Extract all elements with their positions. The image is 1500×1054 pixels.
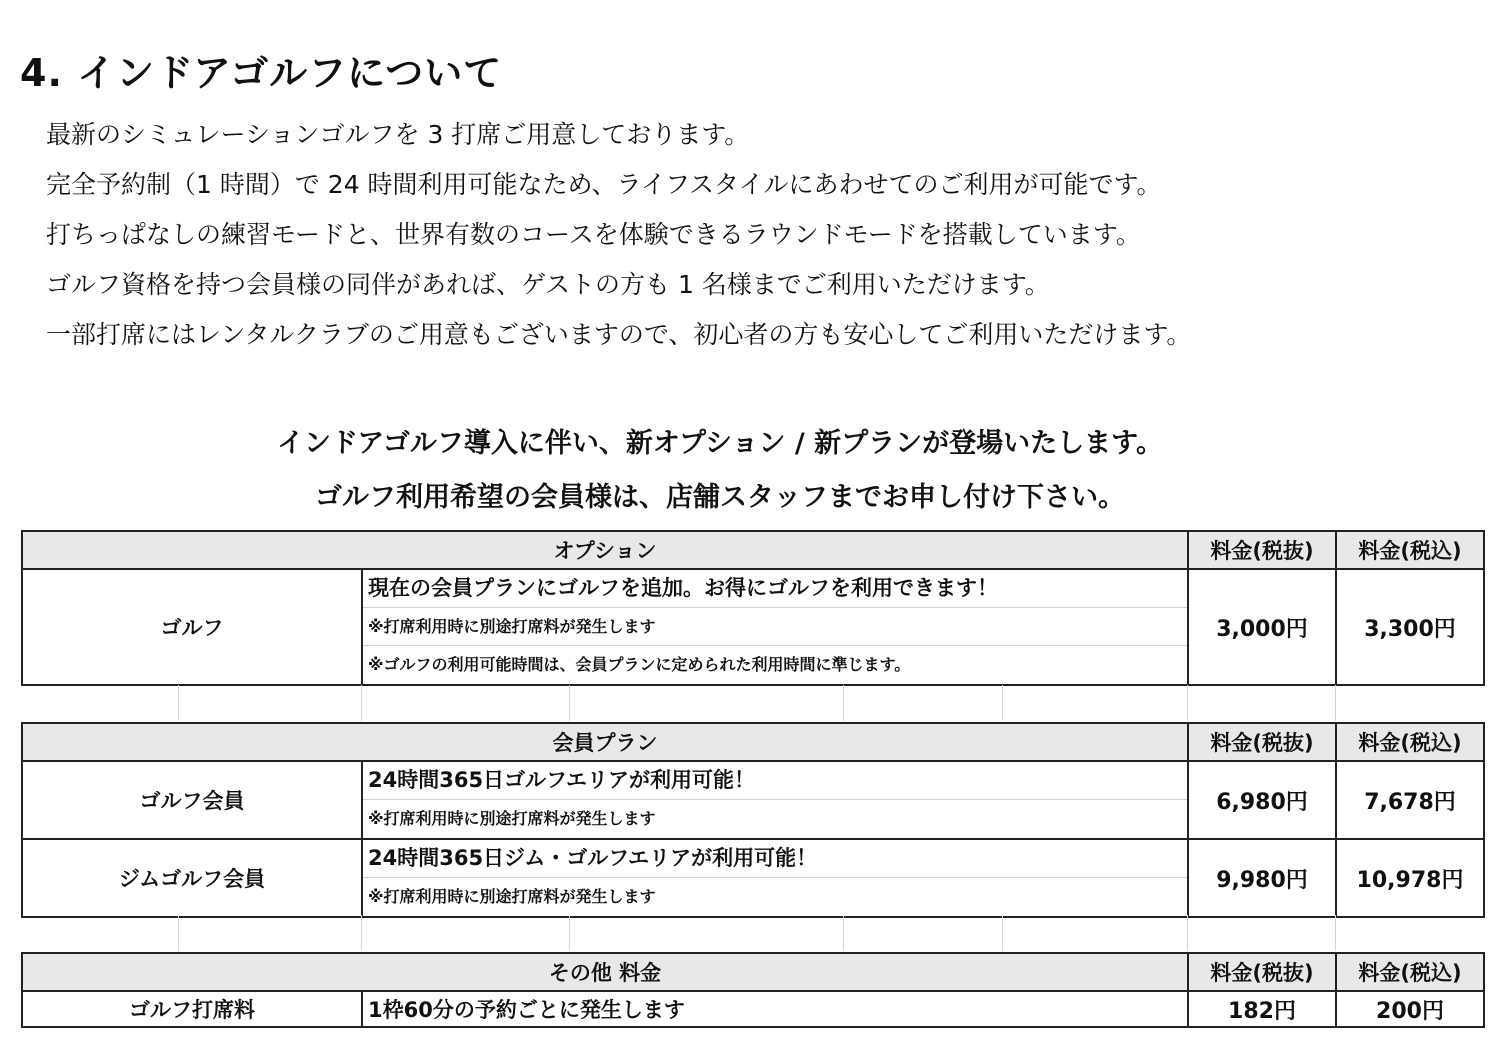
- plan-description: [362, 761, 1188, 839]
- price-ex: 9,980円: [1188, 839, 1336, 917]
- intro-line: 完全予約制（1 時間）で 24 時間利用可能なため、ライフスタイルにあわせてのご利用が可能です。: [46, 170, 1162, 199]
- other-header: その他 料金: [22, 953, 1188, 991]
- option-desc-note: ※打席利用時に別途打席料が発生します: [363, 607, 1187, 645]
- table-row: [22, 761, 1484, 839]
- option-name: ゴルフ: [22, 569, 362, 685]
- table-row: [22, 991, 1484, 1027]
- plan-desc-note: ※打席利用時に別途打席料が発生します: [363, 877, 1187, 916]
- table-header-row: [22, 531, 1484, 569]
- notice-line: ゴルフ利用希望の会員様は、店舗スタッフまでお申し付け下さい。: [315, 482, 1125, 513]
- price-ex-header: 料金(税抜): [1188, 531, 1336, 569]
- table-header-row: [22, 953, 1484, 991]
- price-in: 3,300円: [1336, 569, 1484, 685]
- price-ex: 182円: [1188, 991, 1336, 1027]
- plan-desc-main: 24時間365日ゴルフエリアが利用可能！: [368, 768, 756, 792]
- option-header: オプション: [22, 531, 1188, 569]
- other-table: [21, 952, 1485, 1028]
- spacer-grid: [21, 915, 1483, 951]
- price-in-header: 料金(税込): [1336, 953, 1484, 991]
- price-ex: 3,000円: [1188, 569, 1336, 685]
- other-name: ゴルフ打席料: [22, 991, 362, 1027]
- plan-header: 会員プラン: [22, 723, 1188, 761]
- spacer-grid: [21, 685, 1483, 721]
- price-ex-header: 料金(税抜): [1188, 723, 1336, 761]
- option-desc-main: 現在の会員プランにゴルフを追加。お得にゴルフを利用できます！: [368, 576, 998, 600]
- section-title: 4. インドアゴルフについて: [20, 51, 503, 95]
- intro-line: 一部打席にはレンタルクラブのご用意もございますので、初心者の方も安心してご利用いただけます。: [46, 320, 1192, 349]
- plan-name: ゴルフ会員: [22, 761, 362, 839]
- price-in: 10,978円: [1336, 839, 1484, 917]
- table-row: [22, 569, 1484, 685]
- other-description: [362, 991, 1188, 1027]
- price-in: 7,678円: [1336, 761, 1484, 839]
- plan-description: [362, 839, 1188, 917]
- price-in-header: 料金(税込): [1336, 723, 1484, 761]
- notice-line: インドアゴルフ導入に伴い、新オプション / 新プランが登場いたします。: [277, 428, 1163, 459]
- price-ex-header: 料金(税抜): [1188, 953, 1336, 991]
- table-row: [22, 839, 1484, 917]
- intro-line: 最新のシミュレーションゴルフを 3 打席ご用意しております。: [46, 120, 750, 149]
- option-table: [21, 530, 1485, 686]
- price-ex: 6,980円: [1188, 761, 1336, 839]
- price-in-header: 料金(税込): [1336, 531, 1484, 569]
- plan-table: [21, 722, 1485, 918]
- other-desc-main: 1枠60分の予約ごとに発生します: [368, 998, 685, 1022]
- option-desc-note: ※ゴルフの利用可能時間は、会員プランに定められた利用時間に準じます。: [363, 645, 1187, 684]
- price-in: 200円: [1336, 991, 1484, 1027]
- intro-line: ゴルフ資格を持つ会員様の同伴があれば、ゲストの方も 1 名様までご利用いただけます。: [46, 270, 1050, 299]
- plan-desc-main: 24時間365日ジム・ゴルフエリアが利用可能！: [368, 846, 818, 870]
- intro-line: 打ちっぱなしの練習モードと、世界有数のコースを体験できるラウンドモードを搭載しています。: [46, 220, 1141, 249]
- option-description: [362, 569, 1188, 685]
- plan-desc-note: ※打席利用時に別途打席料が発生します: [363, 799, 1187, 838]
- table-header-row: [22, 723, 1484, 761]
- plan-name: ジムゴルフ会員: [22, 839, 362, 917]
